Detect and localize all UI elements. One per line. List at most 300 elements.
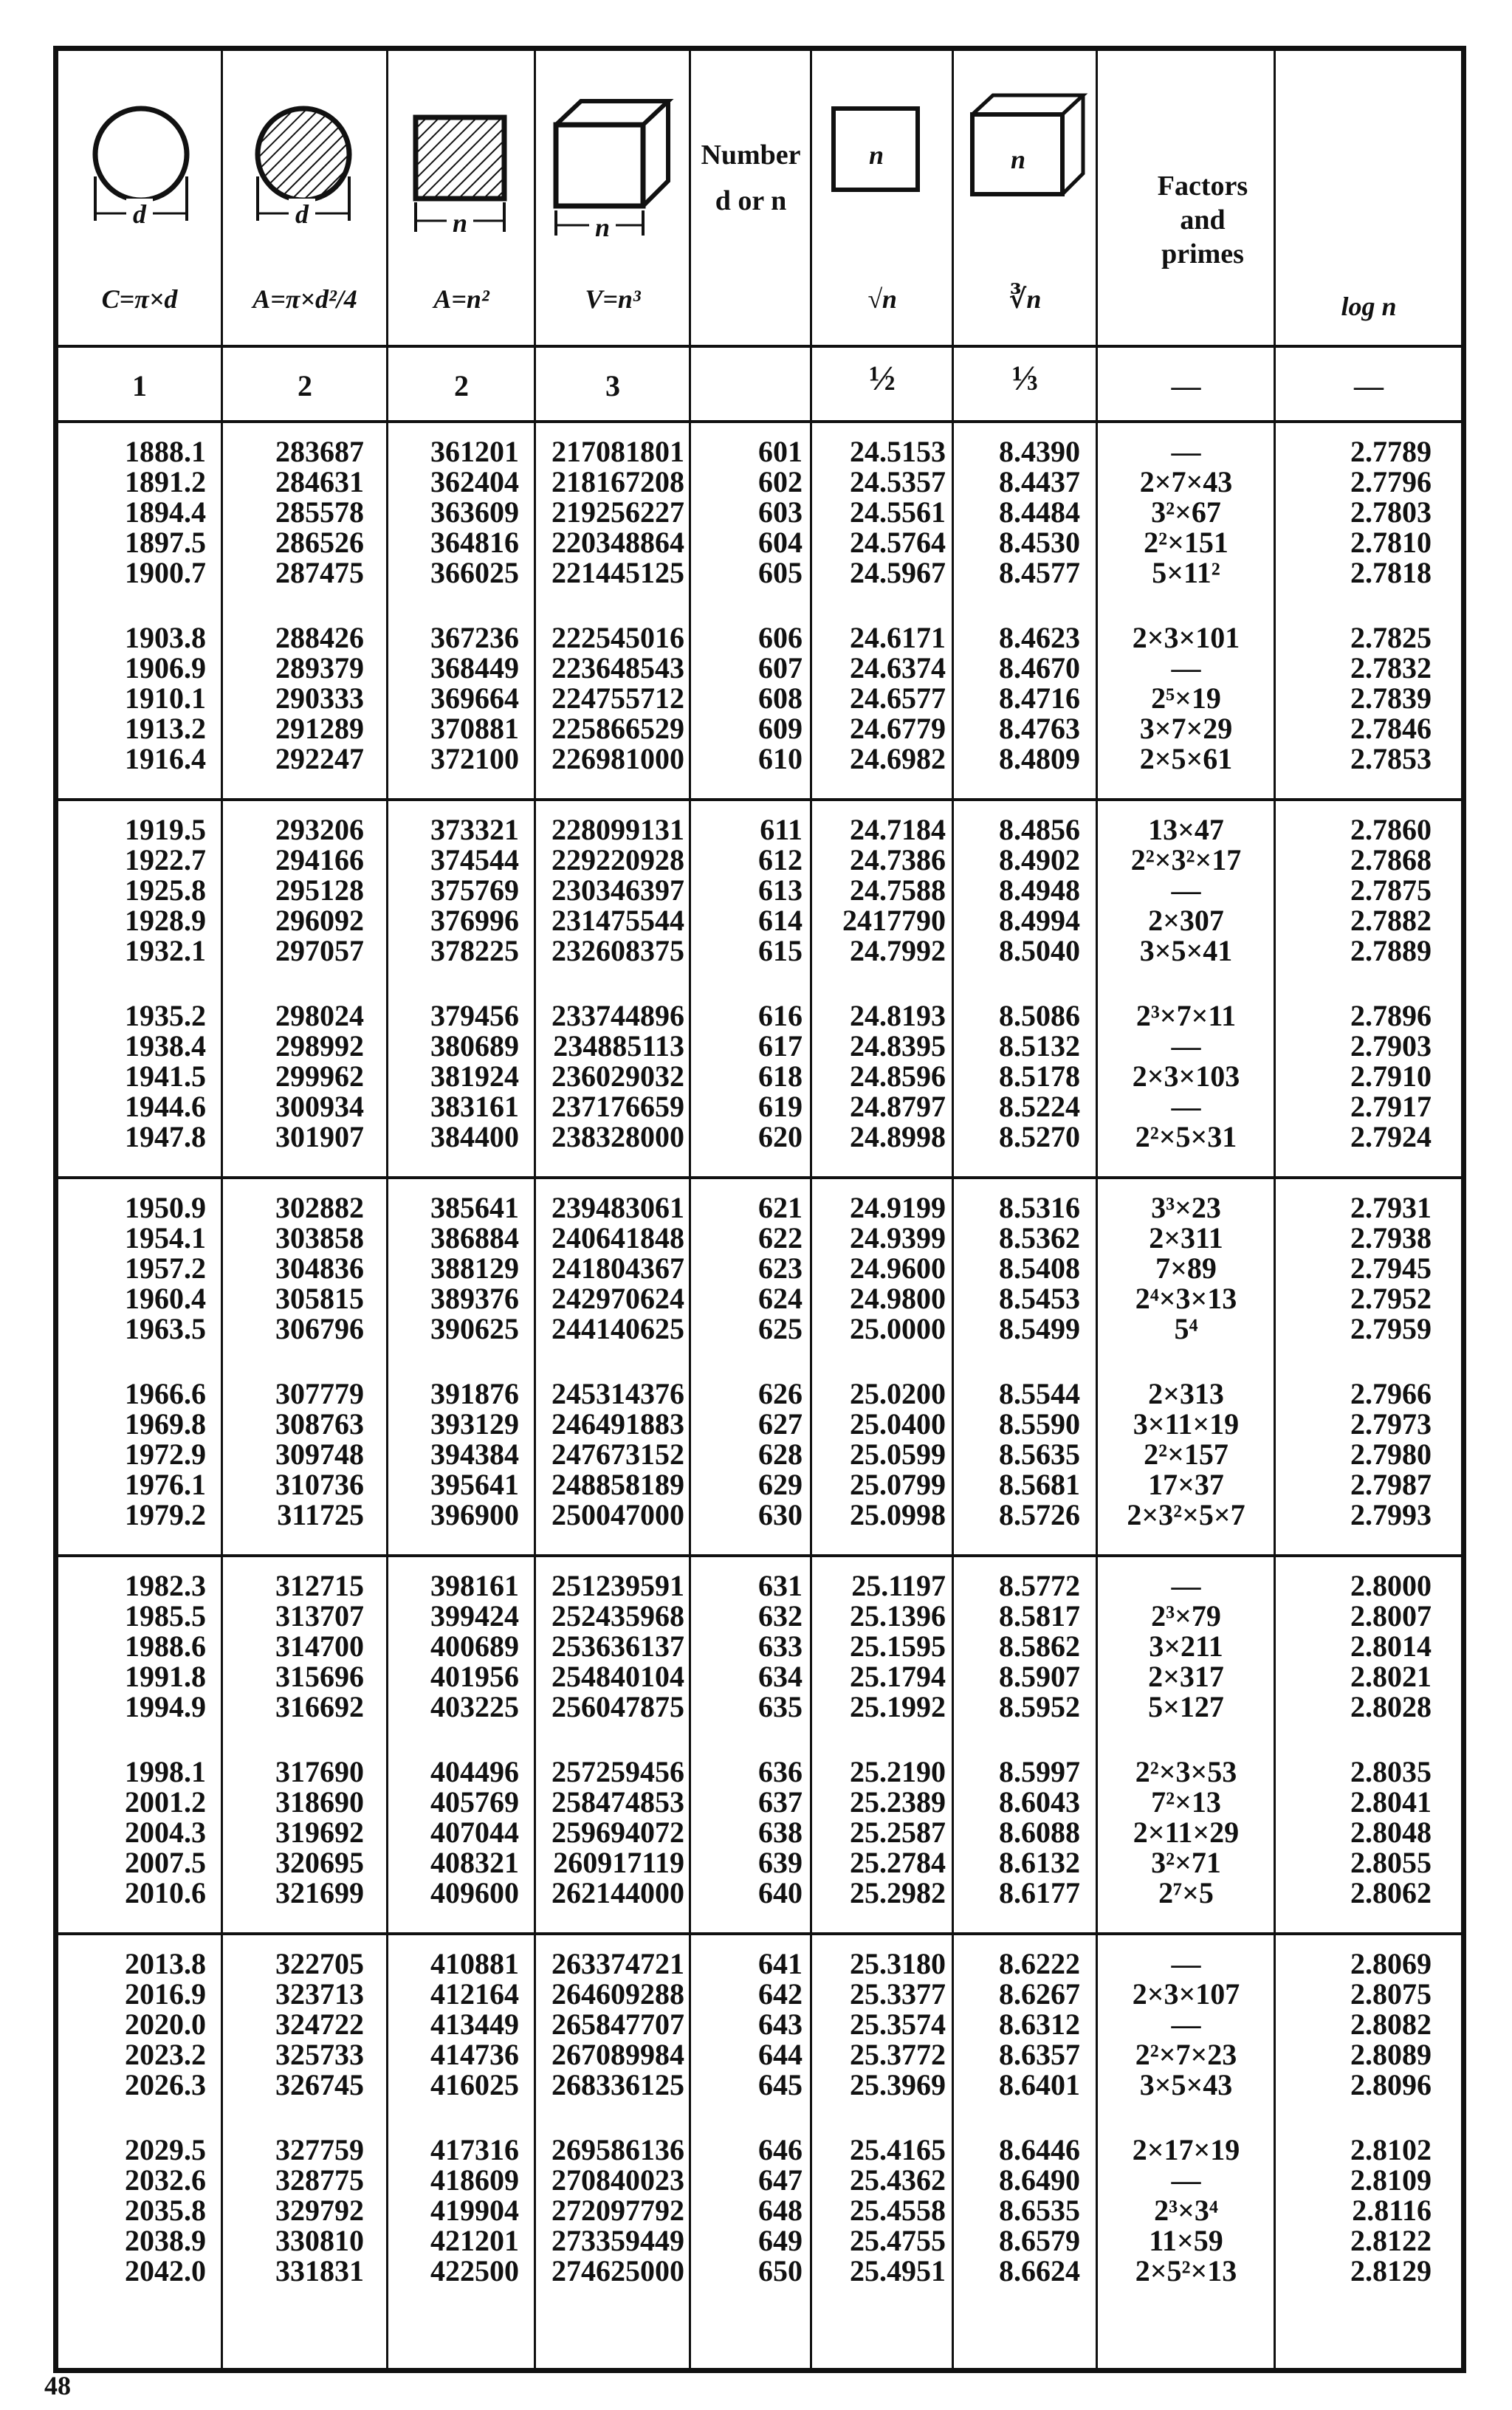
table-cell: 252435968 [551, 1599, 684, 1633]
table-cell: 25.4558 [850, 2194, 946, 2227]
column-n-block-1 [692, 436, 803, 588]
table-cell: 606 [758, 621, 803, 654]
table-cell: 2×3×107 [1132, 1977, 1240, 2011]
table-cell: 418609 [430, 2163, 519, 2197]
table-cell: 283687 [275, 435, 364, 468]
table-cell: 242970624 [551, 1282, 684, 1315]
table-cell: 2.8122 [1350, 2224, 1432, 2257]
table-cell: 2.7882 [1350, 904, 1432, 937]
table-cell: 2.8014 [1350, 1630, 1432, 1663]
table-cell: 8.5040 [999, 934, 1080, 967]
table-cell: 8.4670 [999, 651, 1080, 684]
table-cell: 24.9399 [850, 1221, 946, 1254]
table-cell: 647 [758, 2163, 803, 2197]
table-cell: 416025 [430, 2068, 519, 2101]
table-cell: 233744896 [551, 999, 684, 1032]
table-cell: 2042.0 [125, 2254, 206, 2287]
table-cell: 2.7818 [1350, 556, 1432, 589]
table-cell: — [1171, 1947, 1201, 1980]
table-cell: 395641 [430, 1468, 519, 1501]
table-cell: 374544 [430, 843, 519, 876]
column-sqrt-block-5 [813, 1192, 946, 1344]
table-cell: 263374721 [551, 1947, 684, 1980]
table-cell: 8.4948 [999, 873, 1080, 907]
column-f-block-10 [1099, 2135, 1274, 2286]
table-cell: 410881 [430, 1947, 519, 1980]
section-divider [58, 1932, 1461, 1935]
table-cell: 24.8998 [850, 1120, 946, 1153]
table-cell: 2.7860 [1350, 813, 1432, 846]
col1-formula: C=π×d [101, 284, 178, 314]
table-cell: 412164 [430, 1977, 519, 2011]
column-sqrt-block-2 [813, 622, 946, 774]
column-sqrt-block-6 [813, 1379, 946, 1530]
table-cell: 2417790 [842, 904, 946, 937]
table-cell: 2×311 [1149, 1221, 1223, 1254]
table-cell: 614 [758, 904, 803, 937]
table-cell: 8.5178 [999, 1060, 1080, 1093]
table-cell: 623 [758, 1252, 803, 1285]
table-cell: 224755712 [551, 682, 684, 715]
table-cell: 328775 [275, 2163, 364, 2197]
table-cell: 24.5153 [850, 435, 946, 468]
table-cell: 2×3×103 [1132, 1060, 1240, 1093]
table-cell: 25.0799 [850, 1468, 946, 1501]
table-cell: 417316 [430, 2133, 519, 2166]
column-log-block-4 [1276, 1000, 1432, 1152]
table-cell: 1894.4 [125, 495, 206, 529]
table-cell: 2.7917 [1350, 1090, 1432, 1123]
table-cell: 602 [758, 465, 803, 498]
table-cell: 3×5×41 [1139, 934, 1233, 967]
table-cell: 7²×13 [1151, 1785, 1221, 1819]
table-cell: 316692 [275, 1690, 364, 1723]
column-c-block-9 [58, 1949, 206, 2100]
column-cu-block-4 [537, 1000, 684, 1152]
table-cell: 378225 [430, 934, 519, 967]
column-sqrt-block-4 [813, 1000, 946, 1152]
table-cell: 273359449 [551, 2224, 684, 2257]
column-c-block-10 [58, 2135, 206, 2286]
table-cell: 303858 [275, 1221, 364, 1254]
table-cell: 250047000 [551, 1498, 684, 1531]
table-cell: 25.3377 [850, 1977, 946, 2011]
table-cell: 297057 [275, 934, 364, 967]
table-cell: 13×47 [1148, 813, 1224, 846]
table-cell: 2.7924 [1350, 1120, 1432, 1153]
table-cell: 632 [758, 1599, 803, 1633]
table-cell: 25.0599 [850, 1438, 946, 1471]
table-cell: 304836 [275, 1252, 364, 1285]
table-cell: 2³×79 [1151, 1599, 1221, 1633]
table-cell: 389376 [430, 1282, 519, 1315]
table-cell: 361201 [430, 435, 519, 468]
col9-formula: log n [1341, 292, 1397, 321]
power-col4: 3 [605, 369, 620, 402]
table-cell: 8.4809 [999, 742, 1080, 775]
column-n-block-8 [692, 1757, 803, 1908]
table-cell: 621 [758, 1191, 803, 1224]
table-cell: 2032.6 [125, 2163, 206, 2197]
table-cell: 1941.5 [125, 1060, 206, 1093]
power-col7: ⅓ [1011, 359, 1039, 398]
table-cell: 25.3180 [850, 1947, 946, 1980]
table-cell: 25.4951 [850, 2254, 946, 2287]
table-cell: 8.5086 [999, 999, 1080, 1032]
column-divider [689, 51, 691, 2368]
table-cell: 318690 [275, 1785, 364, 1819]
table-cell: 609 [758, 712, 803, 745]
table-cell: 2×313 [1148, 1377, 1224, 1410]
table-cell: 2²×3²×17 [1130, 843, 1242, 876]
table-cell: 1891.2 [125, 465, 206, 498]
table-cell: 298024 [275, 999, 364, 1032]
table-cell: 296092 [275, 904, 364, 937]
column-sq-block-7 [389, 1570, 519, 1722]
column-c-block-3 [58, 814, 206, 966]
power-col9: — [1354, 369, 1384, 402]
table-cell: 24.7992 [850, 934, 946, 967]
table-cell: 267089984 [551, 2038, 684, 2071]
table-cell: 24.5357 [850, 465, 946, 498]
column-cu-block-9 [537, 1949, 684, 2100]
table-cell: 292247 [275, 742, 364, 775]
table-cell: 2.8116 [1352, 2194, 1432, 2227]
table-cell: 379456 [430, 999, 519, 1032]
table-cell: 2³×7×11 [1135, 999, 1237, 1032]
table-cell: 1976.1 [125, 1468, 206, 1501]
table-cell: 274625000 [551, 2254, 684, 2287]
table-cell: 1985.5 [125, 1599, 206, 1633]
column-f-block-1 [1099, 436, 1274, 588]
table-cell: 25.4755 [850, 2224, 946, 2257]
table-cell: 8.4437 [999, 465, 1080, 498]
table-cell: 640 [758, 1876, 803, 1909]
table-cell: 24.5967 [850, 556, 946, 589]
section-divider [58, 1554, 1461, 1557]
column-n-block-5 [692, 1192, 803, 1344]
table-cell: 270840023 [551, 2163, 684, 2197]
table-cell: 327759 [275, 2133, 364, 2166]
table-cell: 3×211 [1149, 1630, 1223, 1663]
table-cell: 1900.7 [125, 556, 206, 589]
table-cell: 634 [758, 1660, 803, 1693]
column-c-block-8 [58, 1757, 206, 1908]
power-col1: 1 [132, 369, 147, 402]
table-cell: 390625 [430, 1312, 519, 1345]
table-cell: 2026.3 [125, 2068, 206, 2101]
column-sq-block-9 [389, 1949, 519, 2100]
column-log-block-8 [1276, 1757, 1432, 1908]
column-f-block-6 [1099, 1379, 1274, 1530]
table-cell: 8.5544 [999, 1377, 1080, 1410]
table-cell: 287475 [275, 556, 364, 589]
table-cell: 291289 [275, 712, 364, 745]
table-cell: 1979.2 [125, 1498, 206, 1531]
table-cell: 629 [758, 1468, 803, 1501]
column-divider [810, 51, 812, 2368]
table-cell: 312715 [275, 1569, 364, 1602]
table-cell: 2.7966 [1350, 1377, 1432, 1410]
table-cell: 394384 [430, 1438, 519, 1471]
col5-title: Number d or n [701, 140, 801, 216]
column-cbrt-block-9 [955, 1949, 1080, 2100]
table-cell: 25.2784 [850, 1846, 946, 1879]
table-cell: 2.7825 [1350, 621, 1432, 654]
column-divider [534, 51, 536, 2368]
table-cell: 2×5×61 [1139, 742, 1233, 775]
table-cell: 1913.2 [125, 712, 206, 745]
table-cell: 8.5362 [999, 1221, 1080, 1254]
table-cell: 308763 [275, 1407, 364, 1441]
table-cell: 2×7×43 [1139, 465, 1233, 498]
table-cell: 1954.1 [125, 1221, 206, 1254]
table-cell: 2.8028 [1350, 1690, 1432, 1723]
table-cell: 300934 [275, 1090, 364, 1123]
table-cell: 8.5907 [999, 1660, 1080, 1693]
column-n-block-7 [692, 1570, 803, 1722]
table-cell: 608 [758, 682, 803, 715]
table-cell: 630 [758, 1498, 803, 1531]
column-cbrt-block-8 [955, 1757, 1080, 1908]
column-sq-block-6 [389, 1379, 519, 1530]
table-cell: 403225 [430, 1690, 519, 1723]
table-cell: 264609288 [551, 1977, 684, 2011]
table-cell: 25.0400 [850, 1407, 946, 1441]
table-cell: 414736 [430, 2038, 519, 2071]
power-col2: 2 [298, 369, 312, 402]
table-cell: 8.4484 [999, 495, 1080, 529]
table-cell: 368449 [430, 651, 519, 684]
table-cell: 370881 [430, 712, 519, 745]
table-cell: 324722 [275, 2008, 364, 2041]
table-cell: 232608375 [551, 934, 684, 967]
table-cell: 362404 [430, 465, 519, 498]
math-table [53, 46, 1466, 2373]
table-cell: 363609 [430, 495, 519, 529]
table-cell: 24.5764 [850, 526, 946, 559]
column-a-block-10 [224, 2135, 364, 2286]
table-cell: 8.6446 [999, 2133, 1080, 2166]
table-cell: 628 [758, 1438, 803, 1471]
fig-n-label: n [868, 140, 884, 170]
table-cell: 329792 [275, 2194, 364, 2227]
column-f-block-9 [1099, 1949, 1274, 2100]
table-cell: 2.8109 [1350, 2163, 1432, 2197]
table-cell: 25.1595 [850, 1630, 946, 1663]
column-sq-block-10 [389, 2135, 519, 2286]
table-cell: 2.7846 [1350, 712, 1432, 745]
table-cell: 311725 [277, 1498, 364, 1531]
column-log-block-9 [1276, 1949, 1432, 2100]
table-cell: 24.9199 [850, 1191, 946, 1224]
column-cbrt-block-2 [955, 622, 1080, 774]
table-cell: 231475544 [551, 904, 684, 937]
column-divider [952, 51, 954, 2368]
table-cell: 319692 [275, 1816, 364, 1849]
column-cu-block-3 [537, 814, 684, 966]
table-cell: 8.5817 [999, 1599, 1080, 1633]
table-cell: 25.2190 [850, 1755, 946, 1788]
column-log-block-3 [1276, 814, 1432, 966]
table-cell: 2×11×29 [1133, 1816, 1240, 1849]
table-cell: 25.1396 [850, 1599, 946, 1633]
table-cell: 223648543 [551, 651, 684, 684]
table-cell: 3²×67 [1151, 495, 1221, 529]
table-cell: 2.7853 [1350, 742, 1432, 775]
table-cell: 322705 [275, 1947, 364, 1980]
table-cell: 627 [758, 1407, 803, 1441]
table-cell: 298992 [275, 1029, 364, 1062]
table-cell: 1925.8 [125, 873, 206, 907]
table-cell: 8.5590 [999, 1407, 1080, 1441]
table-cell: 615 [758, 934, 803, 967]
col2-formula: A=π×d²/4 [252, 284, 357, 314]
col8-title: Factors and primes [1157, 171, 1248, 270]
table-cell: 2⁷×5 [1158, 1876, 1214, 1909]
table-cell: 2.8129 [1350, 2254, 1432, 2287]
table-cell: 625 [758, 1312, 803, 1345]
table-cell: 309748 [275, 1438, 364, 1471]
table-cell: 8.6177 [999, 1876, 1080, 1909]
table-cell: 24.8395 [850, 1029, 946, 1062]
table-cell: 396900 [430, 1498, 519, 1531]
column-sqrt-block-7 [813, 1570, 946, 1722]
table-cell: 305815 [275, 1282, 364, 1315]
column-divider [1096, 51, 1098, 2368]
column-c-block-5 [58, 1192, 206, 1344]
table-cell: 8.4902 [999, 843, 1080, 876]
table-cell: 2²×3×53 [1135, 1755, 1237, 1788]
table-cell: 612 [758, 843, 803, 876]
table-cell: 2.7993 [1350, 1498, 1432, 1531]
table-cell: 5×127 [1148, 1690, 1224, 1723]
column-c-block-1 [58, 436, 206, 588]
table-cell: 605 [758, 556, 803, 589]
table-cell: 644 [758, 2038, 803, 2071]
table-cell: 2.8000 [1350, 1569, 1432, 1602]
table-cell: 619 [758, 1090, 803, 1123]
table-cell: 247673152 [551, 1438, 684, 1471]
column-log-block-10 [1276, 2135, 1432, 2286]
table-cell: 251239591 [551, 1569, 684, 1602]
table-cell: 2.7868 [1350, 843, 1432, 876]
table-cell: 248858189 [551, 1468, 684, 1501]
table-cell: 25.2982 [850, 1876, 946, 1909]
table-cell: 331831 [275, 2254, 364, 2287]
table-cell: 8.6043 [999, 1785, 1080, 1819]
column-cu-block-2 [537, 622, 684, 774]
column-c-block-4 [58, 1000, 206, 1152]
table-cell: 1957.2 [125, 1252, 206, 1285]
powers-divider [58, 420, 1461, 423]
table-cell: 8.6357 [999, 2038, 1080, 2071]
table-cell: 326745 [275, 2068, 364, 2101]
table-cell: 314700 [275, 1630, 364, 1663]
table-cell: 638 [758, 1816, 803, 1849]
section-divider [58, 798, 1461, 801]
table-cell: 8.5772 [999, 1569, 1080, 1602]
table-cell: 2²×157 [1144, 1438, 1228, 1471]
table-cell: 607 [758, 651, 803, 684]
table-cell: 3×7×29 [1139, 712, 1233, 745]
fig-n-label: n [589, 212, 616, 243]
table-cell: 8.4856 [999, 813, 1080, 846]
table-cell: 229220928 [551, 843, 684, 876]
table-cell: 618 [758, 1060, 803, 1093]
table-cell: 421201 [430, 2224, 519, 2257]
table-cell: 2.7938 [1350, 1221, 1432, 1254]
table-cell: 2.8082 [1350, 2008, 1432, 2041]
table-cell: 613 [758, 873, 803, 907]
table-cell: 260917119 [553, 1846, 684, 1879]
table-cell: 307779 [275, 1377, 364, 1410]
column-cu-block-7 [537, 1570, 684, 1722]
table-cell: 2.7810 [1350, 526, 1432, 559]
table-cell: 269586136 [551, 2133, 684, 2166]
table-cell: 25.2389 [850, 1785, 946, 1819]
column-sqrt-block-1 [813, 436, 946, 588]
column-f-block-4 [1099, 1000, 1274, 1152]
table-cell: 240641848 [551, 1221, 684, 1254]
table-cell: 2016.9 [125, 1977, 206, 2011]
table-cell: 391876 [430, 1377, 519, 1410]
table-cell: 2.7789 [1350, 435, 1432, 468]
col4-formula: V=n³ [585, 284, 641, 314]
table-cell: 2.8035 [1350, 1755, 1432, 1788]
table-cell: 2⁴×3×13 [1135, 1282, 1237, 1315]
table-cell: 288426 [275, 621, 364, 654]
table-cell: 650 [758, 2254, 803, 2287]
table-cell: 407044 [430, 1816, 519, 1849]
table-cell: 2²×5×31 [1135, 1120, 1237, 1153]
table-cell: 2×3×101 [1132, 621, 1240, 654]
table-cell: 24.9800 [850, 1282, 946, 1315]
table-cell: 399424 [430, 1599, 519, 1633]
column-f-block-3 [1099, 814, 1274, 966]
table-cell: 8.4763 [999, 712, 1080, 745]
table-cell: 1903.8 [125, 621, 206, 654]
table-cell: 225866529 [551, 712, 684, 745]
table-cell: 2023.2 [125, 2038, 206, 2071]
table-cell: 5⁴ [1174, 1312, 1198, 1345]
table-cell: 313707 [275, 1599, 364, 1633]
table-cell: 24.8596 [850, 1060, 946, 1093]
column-sq-block-4 [389, 1000, 519, 1152]
table-cell: 388129 [430, 1252, 519, 1285]
column-n-block-10 [692, 2135, 803, 2286]
column-sqrt-block-8 [813, 1757, 946, 1908]
table-cell: 2.7796 [1350, 465, 1432, 498]
table-cell: 1982.3 [125, 1569, 206, 1602]
table-cell: 8.4716 [999, 682, 1080, 715]
table-cell: 2.8062 [1350, 1876, 1432, 1909]
table-cell: 2.8021 [1350, 1660, 1432, 1693]
column-log-block-2 [1276, 622, 1432, 774]
table-cell: 1928.9 [125, 904, 206, 937]
table-cell: 3×11×19 [1133, 1407, 1240, 1441]
table-cell: — [1171, 435, 1201, 468]
col3-formula: A=n² [433, 284, 489, 314]
table-cell: 641 [758, 1947, 803, 1980]
table-cell: 648 [758, 2194, 803, 2227]
table-cell: 1966.6 [125, 1377, 206, 1410]
table-cell: 1944.6 [125, 1090, 206, 1123]
column-cbrt-block-10 [955, 2135, 1080, 2286]
column-log-block-1 [1276, 436, 1432, 588]
column-n-block-9 [692, 1949, 803, 2100]
column-sq-block-8 [389, 1757, 519, 1908]
